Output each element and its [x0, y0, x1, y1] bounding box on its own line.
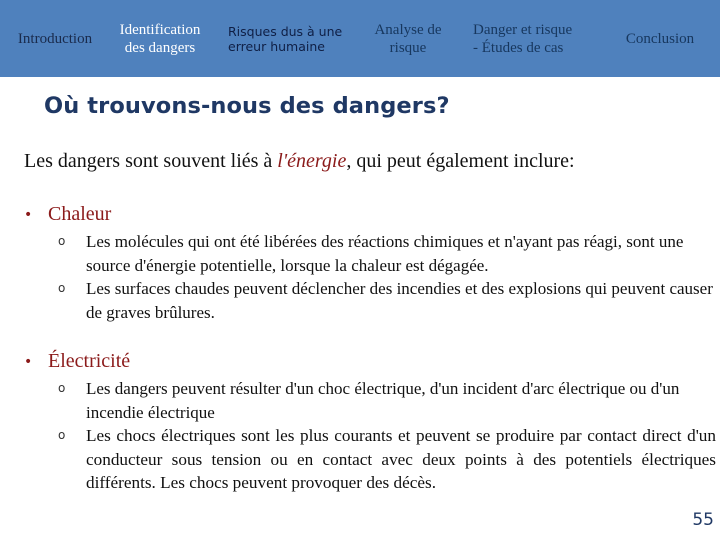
nav-tab-label-line2: - Études de cas [473, 39, 564, 56]
navigation-bar [0, 0, 720, 77]
nav-tab-label-line1: Danger et risque [473, 21, 573, 38]
nav-tab-label-line2: erreur humaine [228, 38, 325, 54]
sub-list-chaleur [58, 230, 716, 324]
list-item-text: Les dangers peuvent résulter d'un choc électrique, d'un incident d'arc électrique ou d'un incendie électrique [86, 379, 680, 422]
heading-text: Électricité [48, 350, 131, 372]
heading-text: Chaleur [48, 203, 112, 225]
nav-tab-conclusion[interactable] [610, 0, 710, 77]
nav-tab-label-line1: Analyse de [374, 21, 442, 38]
intro-text-before: Les dangers sont souvent liés à [24, 150, 278, 172]
bullet-heading-chaleur [24, 203, 111, 226]
list-item [58, 230, 716, 277]
nav-tab-introduction[interactable] [0, 0, 110, 77]
list-item-text: Les chocs électriques sont les plus courants et peuvent se produire par contact direct d'un conducteur sous tension ou en contact avec deux points à des potentiels électriques différents. Les chocs peuvent provoquer des décès. [86, 426, 716, 492]
sub-list-electricite [58, 377, 716, 495]
nav-tab-risques-erreur-humaine[interactable] [228, 0, 358, 77]
nav-tab-identification-des-dangers[interactable] [110, 0, 210, 77]
slide-title: Où trouvons-nous des dangers? [44, 93, 450, 119]
list-item [58, 377, 716, 424]
sub-bullet-icon: o [58, 381, 66, 395]
list-item-text: Les surfaces chaudes peuvent déclencher des incendies et des explosions qui peuvent causer de graves brûlures. [86, 279, 713, 322]
nav-tab-label-line1: Identification [119, 21, 201, 38]
intro-paragraph [24, 150, 575, 173]
nav-tab-label-line2: risque [389, 39, 427, 56]
nav-tab-danger-et-risque-etudes-de-cas[interactable] [473, 0, 598, 77]
bullet-heading-electricite [24, 350, 130, 373]
nav-tab-label: Conclusion [625, 30, 695, 47]
sub-bullet-icon: o [58, 234, 66, 248]
page-number: 55 [692, 510, 714, 530]
nav-tab-label: Introduction [17, 30, 93, 47]
nav-tab-label-line2: des dangers [124, 39, 196, 56]
sub-bullet-icon: o [58, 281, 66, 295]
list-item [58, 277, 716, 324]
intro-text-after: , qui peut également inclure: [346, 150, 575, 172]
bullet-icon: • [24, 206, 33, 223]
bullet-icon: • [24, 353, 33, 370]
nav-tab-analyse-de-risque[interactable] [360, 0, 456, 77]
sub-bullet-icon: o [58, 428, 66, 442]
nav-tab-label-line1: Risques dus à une [228, 23, 343, 39]
intro-emphasis-energie: l'énergie [277, 150, 347, 172]
list-item-text: Les molécules qui ont été libérées des réactions chimiques et n'ayant pas réagi, sont une source d'énergie potentielle, lorsque la chaleur est dégagée. [86, 232, 684, 275]
list-item [58, 424, 716, 495]
